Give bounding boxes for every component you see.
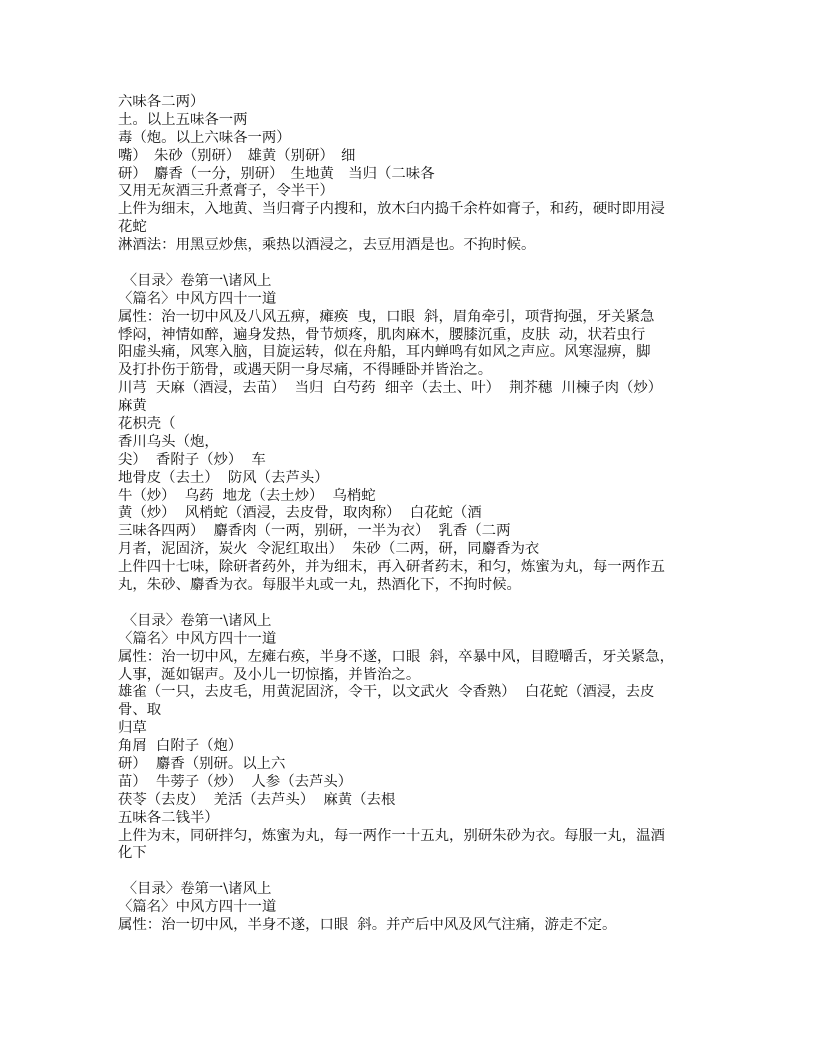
text-line: 阳虚头痛，风寒入脑，目旋运转，似在舟船，耳内蝉鸣有如风之声应。风寒湿痹，脚 bbox=[118, 344, 651, 361]
text-line: 苗） 牛蒡子（炒） 人参（去芦头） bbox=[118, 773, 353, 790]
text-line: 五味各二钱半） bbox=[118, 809, 219, 826]
text-line: 〈目录〉卷第一\诸风上 bbox=[118, 881, 272, 898]
text-line: 〈篇名〉中风方四十一道 bbox=[118, 899, 277, 916]
text-line: 嘴） 朱砂（别研） 雄黄（别研） 细 bbox=[118, 147, 356, 164]
text-line: 人事，涎如锯声。及小儿一切惊搐，并皆治之。 bbox=[118, 666, 421, 683]
text-line: 花蛇 bbox=[118, 219, 147, 236]
blank-line bbox=[118, 863, 678, 881]
text-line: 花枳壳（ bbox=[118, 416, 176, 433]
text-line: 又用无灰酒三升煮膏子，令半干） bbox=[118, 183, 334, 200]
text-line: 丸，朱砂、麝香为衣。每服半丸或一丸，热酒化下，不拘时候。 bbox=[118, 577, 521, 594]
text-line: 骨、取 bbox=[118, 702, 162, 719]
text-line: 悸闷，神情如醉，遍身发热，骨节烦疼，肌肉麻木，腰膝沉重，皮肤 动，状若虫行 bbox=[118, 326, 646, 343]
text-line: 研） 麝香（一分，别研） 生地黄 当归（二味各 bbox=[118, 165, 435, 182]
text-line: 上件为细末，入地黄、当归膏子内搜和，放木臼内捣千余杵如膏子，和药，硬时即用浸 bbox=[118, 201, 665, 218]
text-line: 地骨皮（去土） 防风（去芦头） bbox=[118, 469, 329, 486]
text-line: 属性：治一切中风，左瘫右痪，半身不遂，口眼 斜，卒暴中风，目瞪嚼舌，牙关紧急， bbox=[118, 648, 674, 665]
text-line: 香川乌头（炮， bbox=[118, 433, 219, 450]
document-page bbox=[118, 94, 678, 935]
text-line: 〈目录〉卷第一\诸风上 bbox=[118, 612, 272, 629]
text-section bbox=[118, 273, 678, 595]
text-line: 归草 bbox=[118, 720, 147, 737]
text-line: 尖） 香附子（炒） 车 bbox=[118, 451, 266, 468]
blank-line bbox=[118, 595, 678, 613]
text-line: 雄雀（一只，去皮毛，用黄泥固济，令干，以文武火 令香熟） 白花蛇（酒浸，去皮 bbox=[118, 684, 655, 701]
text-section bbox=[118, 94, 678, 255]
text-line: 麻黄 bbox=[118, 398, 147, 415]
text-line: 川芎 天麻（酒浸，去苗） 当归 白芍药 细辛（去土、叶） 荆芥穗 川楝子肉（炒） bbox=[118, 380, 663, 397]
text-line: 属性：治一切中风及八风五痹，瘫痪 曳，口眼 斜，眉角牵引，项背拘强，牙关紧急 bbox=[118, 308, 655, 325]
text-line: 茯苓（去皮） 羌活（去芦头） 麻黄（去根 bbox=[118, 791, 396, 808]
text-line: 〈篇名〉中风方四十一道 bbox=[118, 630, 277, 647]
text-line: 属性：治一切中风，半身不遂，口眼 斜。并产后中风及风气注痛，游走不定。 bbox=[118, 916, 617, 933]
text-section bbox=[118, 613, 678, 863]
text-line: 黄（炒） 风梢蛇（酒浸，去皮骨，取肉称） 白花蛇（酒 bbox=[118, 505, 482, 522]
text-line: 牛（炒） 乌药 地龙（去土炒） 乌梢蛇 bbox=[118, 487, 376, 504]
text-line: 六味各二两） bbox=[118, 94, 205, 110]
blank-line bbox=[118, 255, 678, 273]
text-line: 三味各四两） 麝香肉（一两，别研，一半为衣） 乳香（二两 bbox=[118, 523, 511, 540]
text-line: 及打扑伤于筋骨，或遇天阴一身尽痛，不得睡卧并皆治之。 bbox=[118, 362, 493, 379]
text-line: 月者，泥固济，炭火 令泥红取出） 朱砂（二两，研，同麝香为衣 bbox=[118, 541, 540, 558]
text-line: 土。以上五味各一两 bbox=[118, 111, 248, 128]
text-line: 角屑 白附子（炮） bbox=[118, 738, 243, 755]
text-section bbox=[118, 881, 678, 935]
text-line: 研） 麝香（别研。以上六 bbox=[118, 755, 286, 772]
text-line: 上件四十七味，除研者药外，并为细末，再入研者药末，和匀，炼蜜为丸，每一两作五 bbox=[118, 559, 665, 576]
text-line: 上件为末，同研拌匀，炼蜜为丸，每一两作一十五丸，别研朱砂为衣。每服一丸，温酒 bbox=[118, 827, 665, 844]
text-line: 毒（炮。以上六味各一两） bbox=[118, 129, 291, 146]
text-line: 化下 bbox=[118, 845, 147, 862]
text-line: 〈篇名〉中风方四十一道 bbox=[118, 290, 277, 307]
text-line: 淋酒法：用黑豆炒焦，乘热以酒浸之，去豆用酒是也。不拘时候。 bbox=[118, 237, 536, 254]
text-line: 〈目录〉卷第一\诸风上 bbox=[118, 272, 272, 289]
